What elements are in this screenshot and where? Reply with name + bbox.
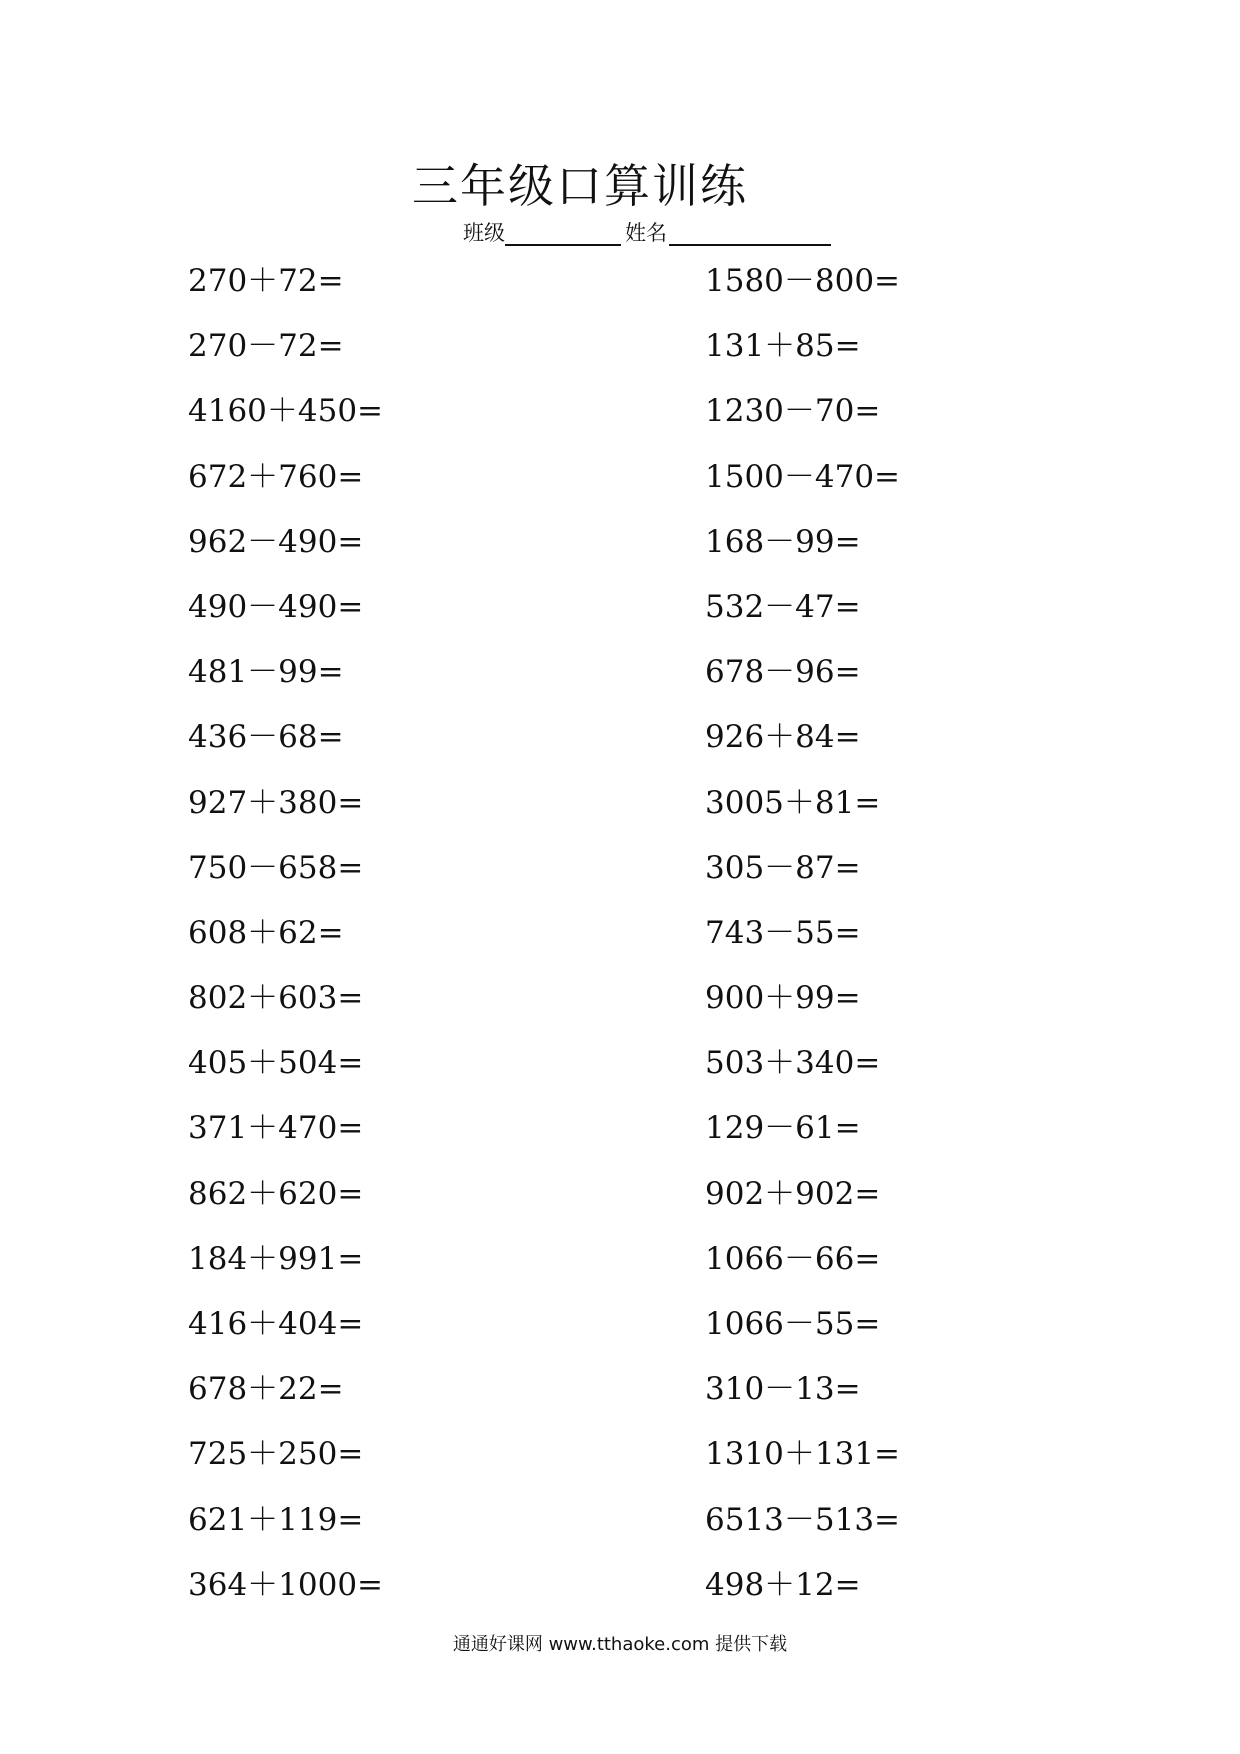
problem-item: 1066－66= (705, 1240, 881, 1277)
problem-item: 678＋22= (188, 1371, 344, 1408)
problem-item: 270＋72= (188, 263, 344, 299)
problem-item: 743－55= (705, 914, 861, 951)
problem-item: 862＋620= (188, 1175, 364, 1212)
problem-item: 503＋340= (705, 1045, 881, 1082)
problem-item: 1580－800= (705, 263, 901, 299)
problem-item: 725＋250= (188, 1436, 364, 1473)
problem-item: 416＋404= (188, 1306, 364, 1342)
problem-item: 802＋603= (188, 980, 364, 1017)
problem-item: 927＋380= (188, 784, 364, 821)
problem-item: 621＋119= (188, 1501, 364, 1538)
problem-item: 608＋62= (188, 914, 344, 951)
worksheet-title: 三年级口算训练 (412, 159, 748, 213)
problem-item: 1066－55= (705, 1306, 881, 1342)
problem-item: 168－99= (705, 523, 861, 560)
problem-item: 750－658= (188, 849, 364, 886)
name-blank-line (669, 220, 831, 246)
problem-item: 532－47= (705, 588, 861, 625)
download-footer: 通通好课网 www.tthaoke.com 提供下载 (452, 1634, 788, 1655)
class-label: 班级 (463, 221, 505, 245)
class-blank-line (505, 220, 621, 246)
problem-item: 498＋12= (705, 1566, 861, 1603)
problem-item: 184＋991= (188, 1240, 364, 1277)
problem-item: 1310＋131= (705, 1436, 901, 1473)
problem-item: 129－61= (705, 1110, 861, 1147)
student-info-line (463, 216, 831, 246)
problem-item: 926＋84= (705, 719, 861, 756)
problem-item: 900＋99= (705, 980, 861, 1017)
right-problem-column (705, 254, 900, 1623)
problem-item: 481－99= (188, 654, 344, 691)
problem-item: 4160＋450= (188, 393, 384, 430)
problem-item: 310－13= (705, 1371, 861, 1408)
problem-item: 1500－470= (705, 458, 901, 495)
problem-item: 902＋902= (705, 1175, 881, 1212)
problem-item: 364＋1000= (188, 1566, 384, 1603)
problem-item: 131＋85= (705, 328, 861, 365)
problem-item: 270－72= (188, 328, 344, 365)
problem-item: 405＋504= (188, 1045, 364, 1082)
problem-item: 1230－70= (705, 393, 881, 430)
problem-item: 6513－513= (705, 1501, 901, 1538)
problem-item: 305－87= (705, 849, 861, 886)
name-label: 姓名 (625, 221, 667, 245)
problem-item: 3005＋81= (705, 784, 881, 821)
problem-item: 678－96= (705, 654, 861, 691)
problem-item: 490－490= (188, 588, 364, 625)
problem-item: 436－68= (188, 719, 344, 756)
problem-item: 962－490= (188, 523, 364, 560)
problem-item: 371＋470= (188, 1110, 364, 1147)
problem-item: 672＋760= (188, 458, 364, 495)
left-problem-column (188, 254, 383, 1623)
